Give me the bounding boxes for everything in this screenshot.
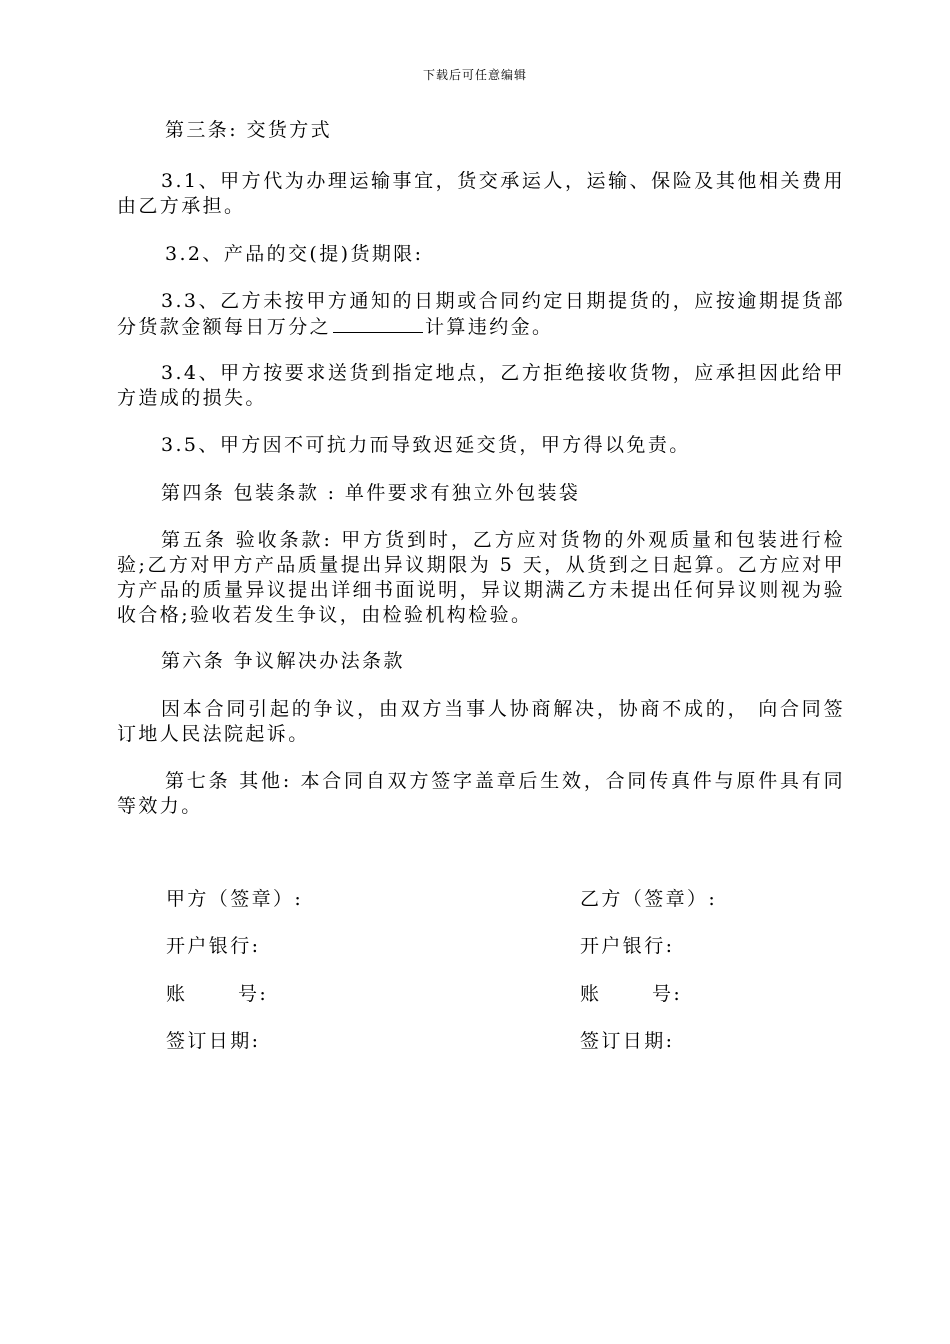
article-6-title: 第六条 争议解决办法条款 bbox=[161, 650, 405, 672]
article-6-text: 因本合同引起的争议，由双方当事人协商解决，协商不成的， 向合同签订地人民法院起诉。 bbox=[117, 698, 845, 745]
clause-3-1: 3.1、甲方代为办理运输事宜，货交承运人，运输、保险及其他相关费用由乙方承担。 bbox=[117, 170, 845, 217]
party-a-account-label: 账 号: bbox=[166, 983, 269, 1005]
party-a-seal-label: 甲方（签章）: bbox=[166, 888, 304, 910]
article-4: 第四条 包装条款 : 单件要求有独立外包装袋 bbox=[161, 482, 581, 504]
clause-3-4: 3.4、甲方按要求送货到指定地点，乙方拒绝接收货物，应承担因此给甲方造成的损失。 bbox=[117, 362, 845, 409]
party-a-bank-label: 开户银行: bbox=[166, 935, 261, 957]
article-5: 第五条 验收条款: 甲方货到时，乙方应对货物的外观质量和包装进行检验;乙方对甲方产品质量提出异议期限为 5 天，从货到之日起算。乙方应对甲方产品的质量异议提出详细书面说明，异议期满乙方未提出任何异议则视为验收合格;验收若发生争议，由检验机构检验。 bbox=[117, 529, 845, 626]
clause-3-5: 3.5、甲方因不可抗力而导致迟延交货，甲方得以免责。 bbox=[161, 434, 691, 456]
party-b-date-label: 签订日期: bbox=[580, 1030, 675, 1052]
party-a-date-label: 签订日期: bbox=[166, 1030, 261, 1052]
clause-3-3 bbox=[117, 289, 845, 340]
penalty-rate-blank bbox=[333, 314, 423, 333]
page-header: 下载后可任意编辑 bbox=[422, 68, 527, 82]
article-3-title: 第三条: 交货方式 bbox=[165, 119, 333, 141]
article-7: 第七条 其他: 本合同自双方签字盖章后生效，合同传真件与原件具有同等效力。 bbox=[117, 770, 845, 817]
party-b-bank-label: 开户银行: bbox=[580, 935, 675, 957]
clause-3-3-text-end: 计算违约金。 bbox=[425, 316, 554, 338]
party-b-account-label: 账 号: bbox=[580, 983, 683, 1005]
clause-3-3-text: 3.3、乙方未按甲方通知的日期或合同约定日期提货的，应按逾期提货部分货款金额每日万分之 bbox=[117, 290, 845, 338]
party-b-seal-label: 乙方（签章）: bbox=[580, 888, 718, 910]
clause-3-2: 3.2、产品的交(提)货期限: bbox=[165, 243, 424, 265]
